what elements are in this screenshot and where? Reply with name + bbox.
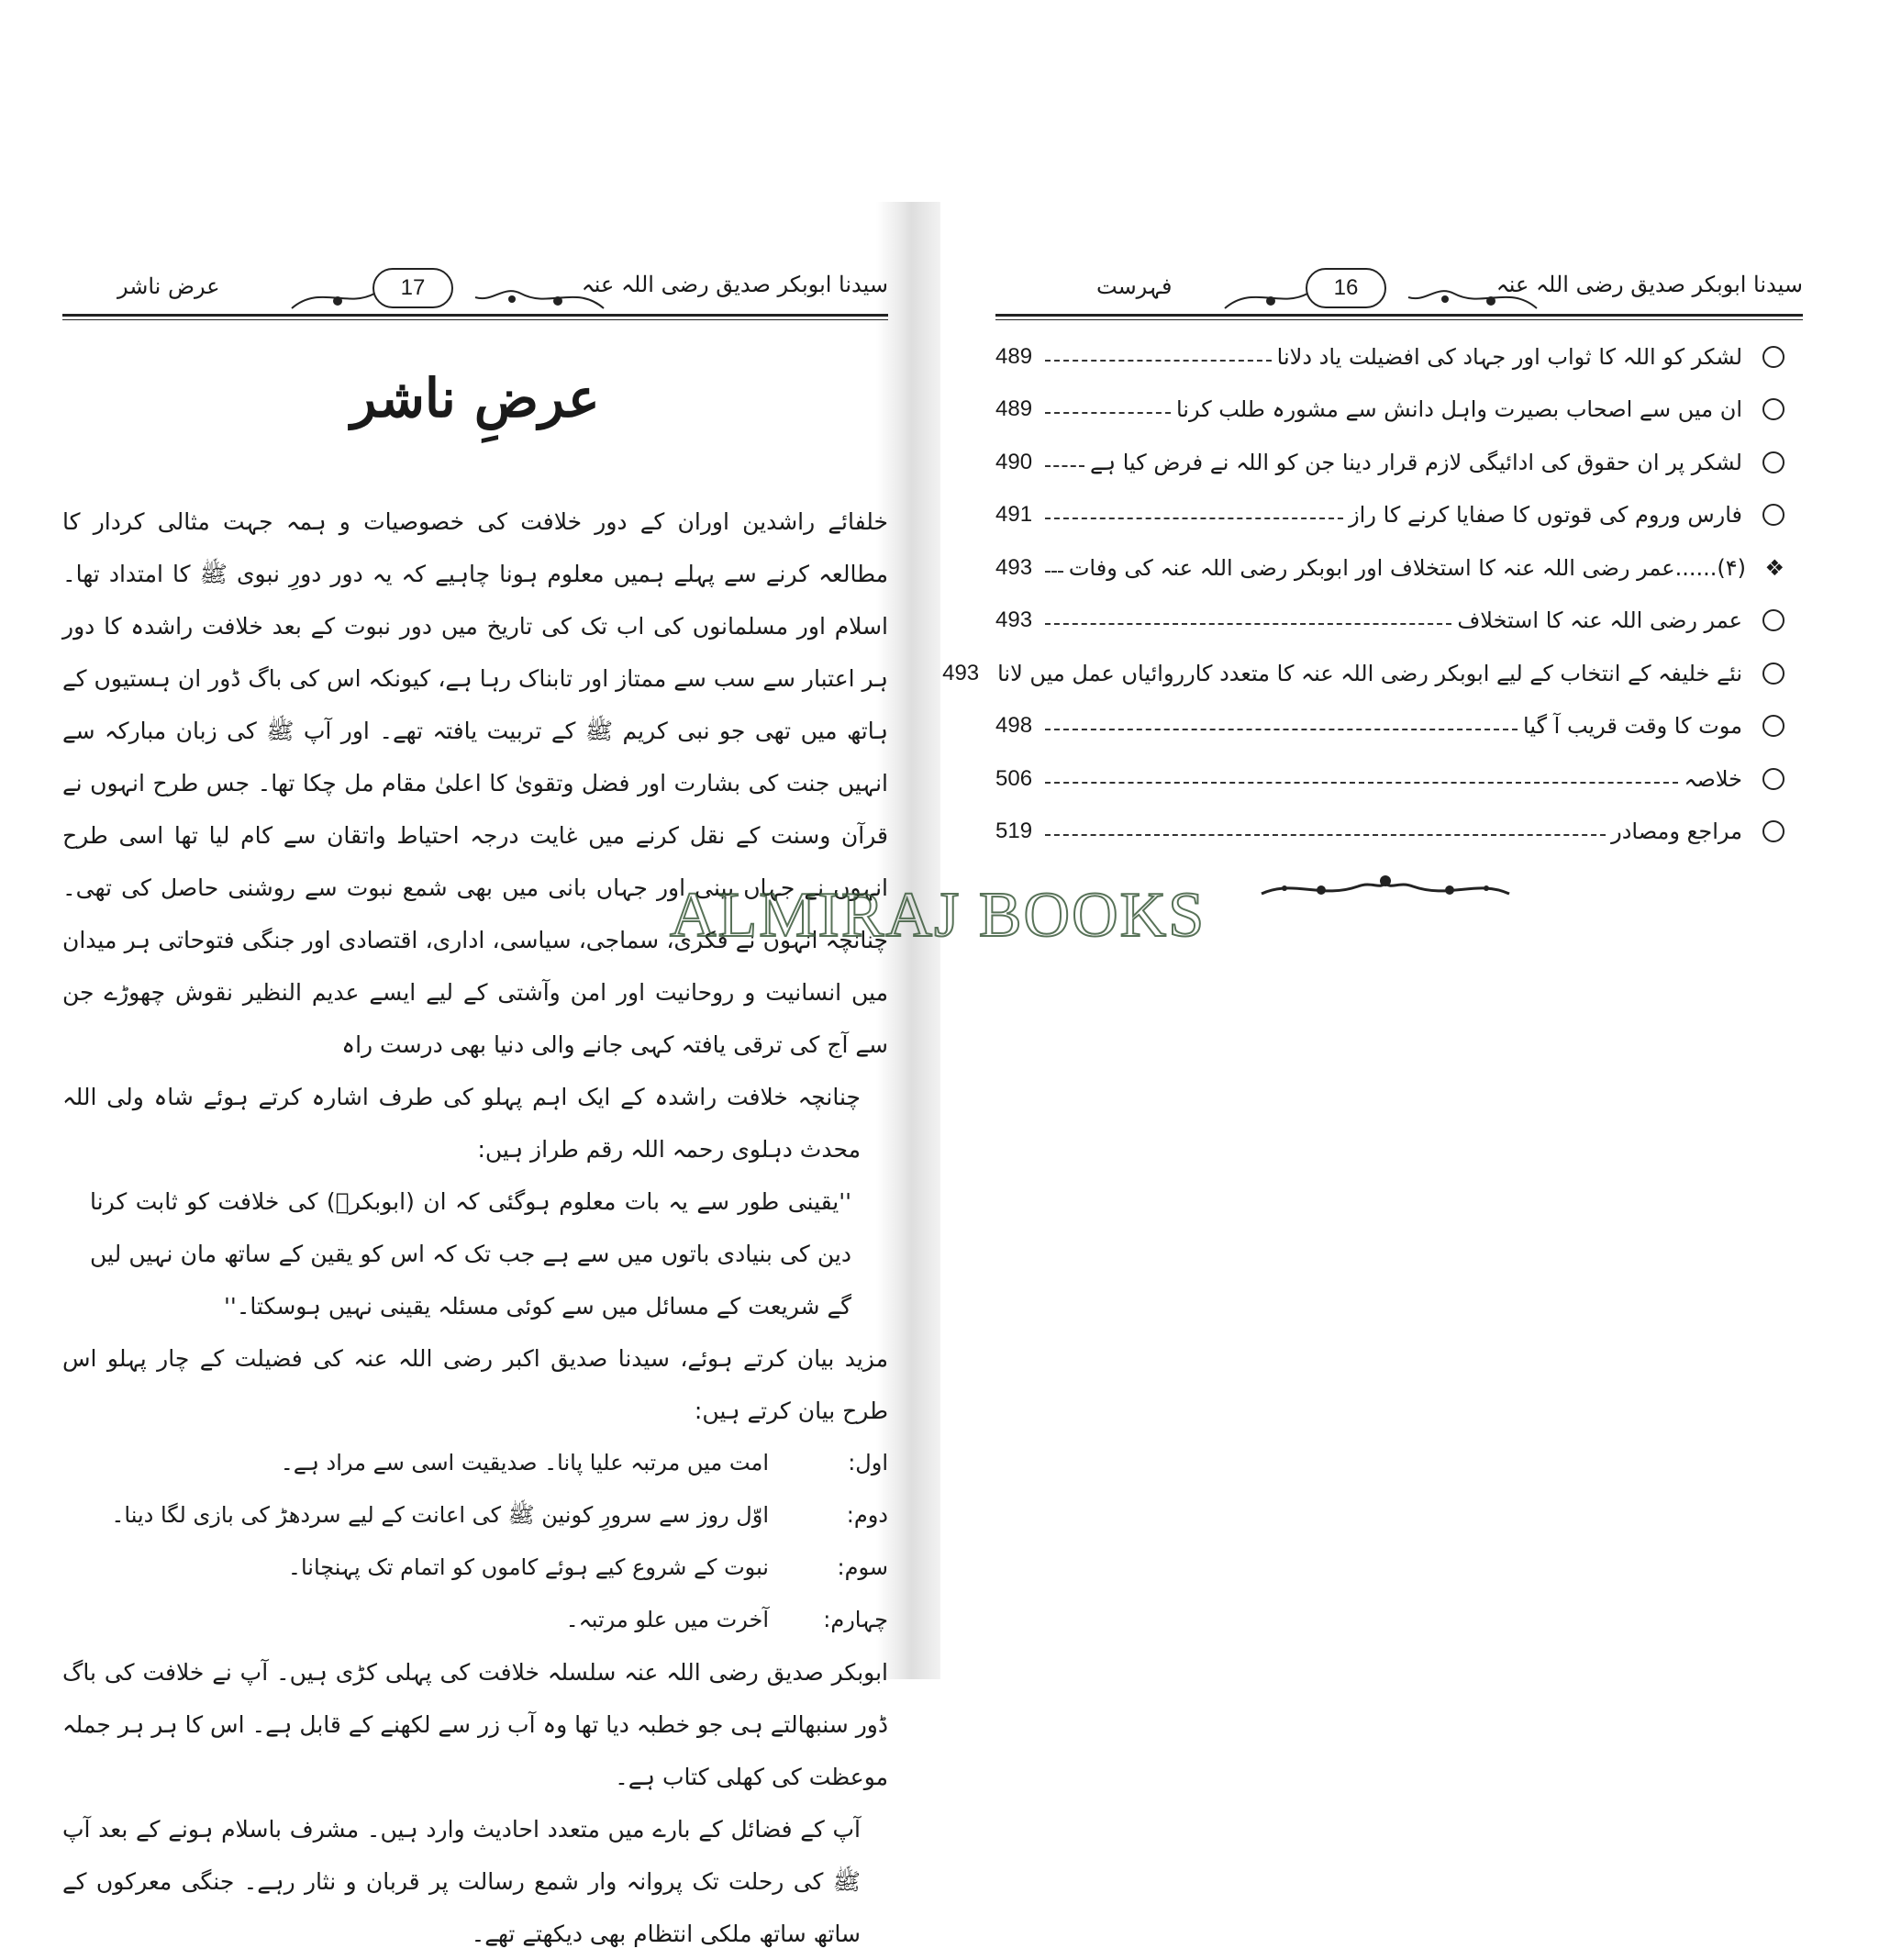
toc-entry — [995, 330, 1803, 384]
toc-entry — [995, 700, 1803, 753]
toc-page-number: 489 — [995, 396, 1033, 422]
point-label: دوم: — [846, 1502, 888, 1528]
header-rule — [995, 314, 1803, 317]
running-title: سیدنا ابوبکر صدیق رضی اللہ عنہ — [581, 272, 888, 297]
toc-entry — [995, 806, 1803, 859]
toc-page-number: 498 — [995, 713, 1033, 739]
circle-bullet-icon — [1762, 451, 1784, 473]
toc-page-number: 493 — [995, 607, 1033, 633]
toc-entry — [995, 541, 1803, 595]
list-item — [62, 1542, 888, 1594]
header-rule-thin — [995, 319, 1803, 320]
dotted-leader — [1045, 516, 1343, 519]
virtues-list — [62, 1437, 888, 1646]
circle-bullet-icon — [1762, 504, 1784, 526]
toc-entry-title: خلاصہ — [1684, 765, 1742, 792]
toc-page-number: 490 — [995, 449, 1033, 474]
running-title: سیدنا ابوبکر صدیق رضی اللہ عنہ — [1495, 272, 1803, 297]
floral-ornament-icon — [1257, 870, 1514, 903]
paragraph: ابوبکر صدیق رضی اللہ عنہ سلسلہ خلافت کی پہلی کڑی ہیں۔ آپ نے خلافت کی باگ ڈور سنبھالتے ہی جو خطبہ دیا تھا وہ آب زر سے لکھنے کے قابل ہے۔ اس کا ہر ہر جملہ موعظت کی کھلی کتاب ہے۔ — [62, 1659, 888, 1790]
toc-entry-title: ان میں سے اصحاب بصیرت واہل دانش سے مشورہ طلب کرنا — [1175, 396, 1742, 423]
page-title: عرضِ ناشر — [350, 367, 600, 429]
point-text: امت میں مرتبہ علیا پانا۔ صدیقیت اسی سے مراد ہے۔ — [280, 1450, 769, 1476]
toc-page-number: 519 — [995, 819, 1033, 844]
right-page-header — [995, 266, 1803, 317]
dotted-leader — [1045, 410, 1171, 414]
header-rule — [62, 314, 888, 317]
toc-entry-title: (۴)......عمر رضی اللہ عنہ کا استخلاف اور ابوبکر رضی اللہ عنہ کی وفات — [1068, 554, 1746, 581]
watermark: ALMIRAJ BOOKS — [670, 880, 1206, 951]
toc-page-number: 506 — [995, 765, 1033, 791]
point-text: آخرت میں علو مرتبہ۔ — [565, 1607, 769, 1632]
paragraph: آپ کے فضائل کے بارے میں متعدد احادیث وارد ہیں۔ مشرف باسلام ہونے کے بعد آپ ﷺ کی رحلت تک پروانہ وار شمع رسالت پر قربان و نثار رہے۔ جنگی معرکوں کے ساتھ ساتھ ملکی انتظام بھی دیکھتے تھے۔ — [62, 1816, 861, 1947]
section-title: عرض ناشر — [117, 273, 220, 299]
list-item — [62, 1489, 888, 1542]
circle-bullet-icon — [1762, 820, 1784, 842]
toc-entry — [995, 752, 1803, 806]
toc-entry-title: موت کا وقت قریب آ گیا — [1523, 713, 1742, 740]
point-label: چہارم: — [823, 1607, 888, 1632]
paragraph: خلفائے راشدین اوران کے دور خلافت کی خصوصیات و ہمہ جہت مثالی کردار کا مطالعہ کرنے سے پہلے ہمیں معلوم ہونا چاہیے کہ یہ دور دورِ نبوی ﷺ کا امتداد تھا۔ اسلام اور مسلمانوں کی اب تک کی تاریخ میں دور نبوت کے بعد خلافت راشدہ کا دور ہر اعتبار سے سب سے ممتاز اور تابناک رہا ہے، کیونکہ اس کی باگ ڈور ان ہستیوں کے ہاتھ میں تھی جو نبی کریم ﷺ کے تربیت یافتہ تھے۔ اور آپ ﷺ کی زبان مبارکہ سے انہیں جنت کی بشارت اور فضل وتقویٰ کا اعلیٰ مقام مل چکا تھا۔ جس طرح انہوں نے قرآن وسنت کے نقل کرنے میں غایت درجہ احتیاط واتقان سے کام لیا تھا اسی طرح انہوں نے جہاں بینی اور جہاں بانی میں بھی شمع نبوت سے روشنی حاصل کی تھی۔ چنانچہ انہوں نے فکری، سماجی، سیاسی، اداری، اقتصادی اور جنگی فتوحاتی ہر میدان میں انسانیت و روحانیت اور امن وآشتی کے لیے ایسے عدیم النظیر نقوش چھوڑے جن سے آج کی ترقی یافتہ کہی جانے والی دنیا بھی درست راہ — [62, 508, 888, 1058]
list-item — [62, 1594, 888, 1646]
toc-entry-title: فارس وروم کی قوتوں کا صفایا کرنے کا راز — [1349, 502, 1742, 529]
toc-entry-title: مراجع ومصادر — [1611, 819, 1742, 845]
toc-entry-title: عمر رضی اللہ عنہ کا استخلاف — [1457, 607, 1742, 634]
toc-entry-title: لشکر کو اللہ کا ثواب اور جہاد کی افضیلت یاد دلانا — [1276, 343, 1742, 370]
dotted-leader — [1045, 569, 1063, 573]
toc-entry — [995, 384, 1803, 437]
point-label: اول: — [848, 1450, 888, 1476]
dotted-leader — [1045, 621, 1451, 625]
circle-bullet-icon — [1762, 346, 1784, 368]
circle-bullet-icon — [1762, 768, 1784, 790]
circle-bullet-icon — [1762, 398, 1784, 420]
left-page-header — [62, 266, 888, 317]
toc-entry — [995, 595, 1803, 648]
toc-page-number: 493 — [942, 660, 980, 685]
header-rule-thin — [62, 319, 888, 320]
right-page — [942, 248, 1803, 890]
point-text: نبوت کے شروع کیے ہوئے کاموں کو اتمام تک پہنچانا۔ — [287, 1554, 769, 1580]
toc-page-number: 491 — [995, 502, 1033, 528]
circle-bullet-icon — [1762, 715, 1784, 737]
page-number: 16 — [1306, 268, 1386, 308]
list-item — [62, 1437, 888, 1489]
toc-entry — [942, 647, 1803, 700]
table-of-contents — [942, 330, 1803, 858]
toc-page-number: 489 — [995, 343, 1033, 369]
toc-entry — [995, 436, 1803, 489]
point-label: سوم: — [837, 1554, 888, 1580]
dotted-leader — [1045, 727, 1518, 730]
left-page — [62, 248, 888, 1947]
circle-bullet-icon — [1762, 663, 1784, 685]
paragraph: چنانچہ خلافت راشدہ کے ایک اہم پہلو کی طرف اشارہ کرتے ہوئے شاہ ولی اللہ محدث دہلوی رحمہ اللہ رقم طراز ہیں: — [62, 1084, 861, 1163]
dotted-leader — [1045, 832, 1606, 836]
paragraph: مزید بیان کرتے ہوئے، سیدنا صدیق اکبر رضی اللہ عنہ کی فضیلت کے چار پہلو اس طرح بیان کرتے ہیں: — [62, 1345, 888, 1424]
circle-bullet-icon — [1762, 609, 1784, 631]
body-text — [62, 496, 888, 1960]
diamond-bullet-icon: ❖ — [1764, 554, 1784, 581]
point-text: اوّل روز سے سرورِ کونین ﷺ کی اعانت کے لیے سردھڑ کی بازی لگا دینا۔ — [111, 1502, 769, 1528]
section-title: فہرست — [1096, 273, 1173, 299]
toc-entry-title: لشکر پر ان حقوق کی ادائیگی لازم قرار دینا جن کو اللہ نے فرض کیا ہے — [1089, 449, 1742, 475]
dotted-leader — [1045, 780, 1678, 784]
toc-entry-title: نئے خلیفہ کے انتخاب کے لیے ابوبکر رضی اللہ عنہ کا متعدد کارروائیاں عمل میں لانا — [997, 660, 1742, 686]
dotted-leader — [1045, 358, 1272, 362]
block-quote: ''یقینی طور سے یہ بات معلوم ہوگئی کہ ان (ابوبکرؓ) کی خلافت کو ثابت کرنا دین کی بنیادی باتوں میں سے ہے جب تک کہ اس کو یقین کے ساتھ مان نہیں لیں گے شریعت کے مسائل میں سے کوئی مسئلہ یقینی نہیں ہوسکتا۔'' — [90, 1188, 851, 1320]
toc-entry — [995, 489, 1803, 542]
dotted-leader — [1045, 463, 1084, 467]
toc-page-number: 493 — [995, 554, 1033, 580]
page-number: 17 — [372, 268, 453, 308]
